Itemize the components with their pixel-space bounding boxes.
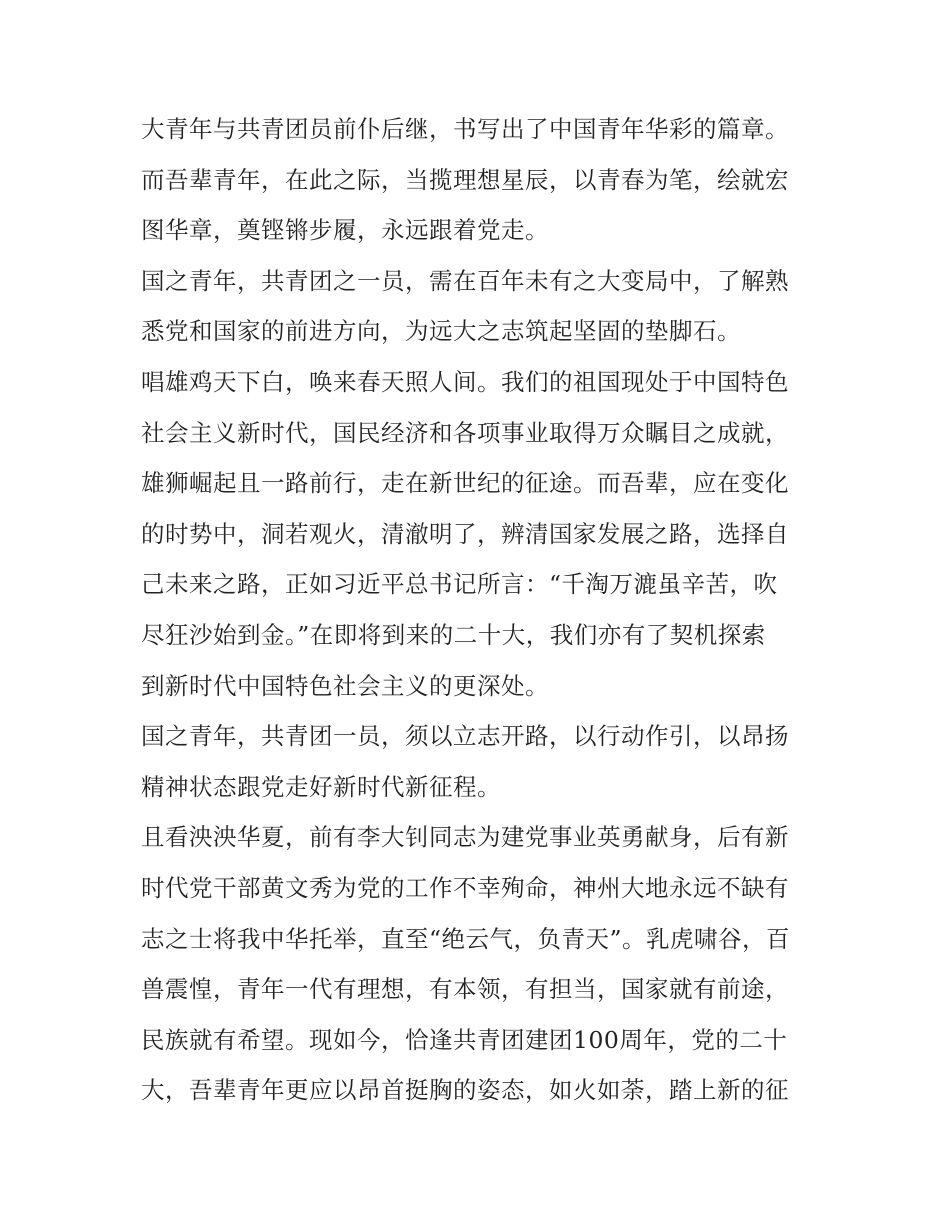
text-line: 悉党和国家的前进方向，为远大之志筑起坚固的垫脚石。 <box>141 317 741 346</box>
text-line: 国之青年，共青团一员，须以立志开路，以行动作引，以昂扬 <box>141 722 789 751</box>
text-line: 大，吾辈青年更应以昂首挺胸的姿态，如火如荼，踏上新的征 <box>141 1076 789 1105</box>
text-line: 民族就有希望。现如今，恰逢共青团建团100周年，党的二十 <box>141 1025 788 1054</box>
text-line: 兽震惶，青年一代有理想，有本领，有担当，国家就有前途， <box>141 975 789 1004</box>
text-line: 社会主义新时代，国民经济和各项事业取得万众瞩目之成就， <box>141 418 789 447</box>
text-line: 大青年与共青团员前仆后继，书写出了中国青年华彩的篇章。 <box>141 115 789 143</box>
text-line: 时代党干部黄文秀为党的工作不幸殉命，神州大地永远不缺有 <box>141 873 789 902</box>
text-line: 的时势中，洞若观火，清澈明了，辨清国家发展之路，选择自 <box>141 519 789 548</box>
text-line: 而吾辈青年，在此之际，当揽理想星辰，以青春为笔，绘就宏 <box>141 165 789 194</box>
text-line: 志之士将我中华托举，直至“绝云气，负青天”。乳虎啸谷，百 <box>141 924 791 953</box>
body-text <box>141 104 821 1116</box>
text-line: 到新时代中国特色社会主义的更深处。 <box>141 671 549 700</box>
text-line: 图华章，奠铿锵步履，永远跟着党走。 <box>141 216 549 245</box>
text-line: 尽狂沙始到金。”在即将到来的二十大，我们亦有了契机探索 <box>141 620 766 649</box>
text-line: 精神状态跟党走好新时代新征程。 <box>141 772 501 801</box>
text-line: 唱雄鸡天下白，唤来春天照人间。我们的祖国现处于中国特色 <box>141 367 789 396</box>
text-line: 雄狮崛起且一路前行，走在新世纪的征途。而吾辈，应在变化 <box>141 469 789 498</box>
text-line: 己未来之路，正如习近平总书记所言：“千淘万漉虽辛苦，吹 <box>141 570 778 599</box>
text-line: 国之青年，共青团之一员，需在百年未有之大变局中，了解熟 <box>141 266 789 295</box>
text-line: 且看泱泱华夏，前有李大钊同志为建党事业英勇献身，后有新 <box>141 823 789 852</box>
